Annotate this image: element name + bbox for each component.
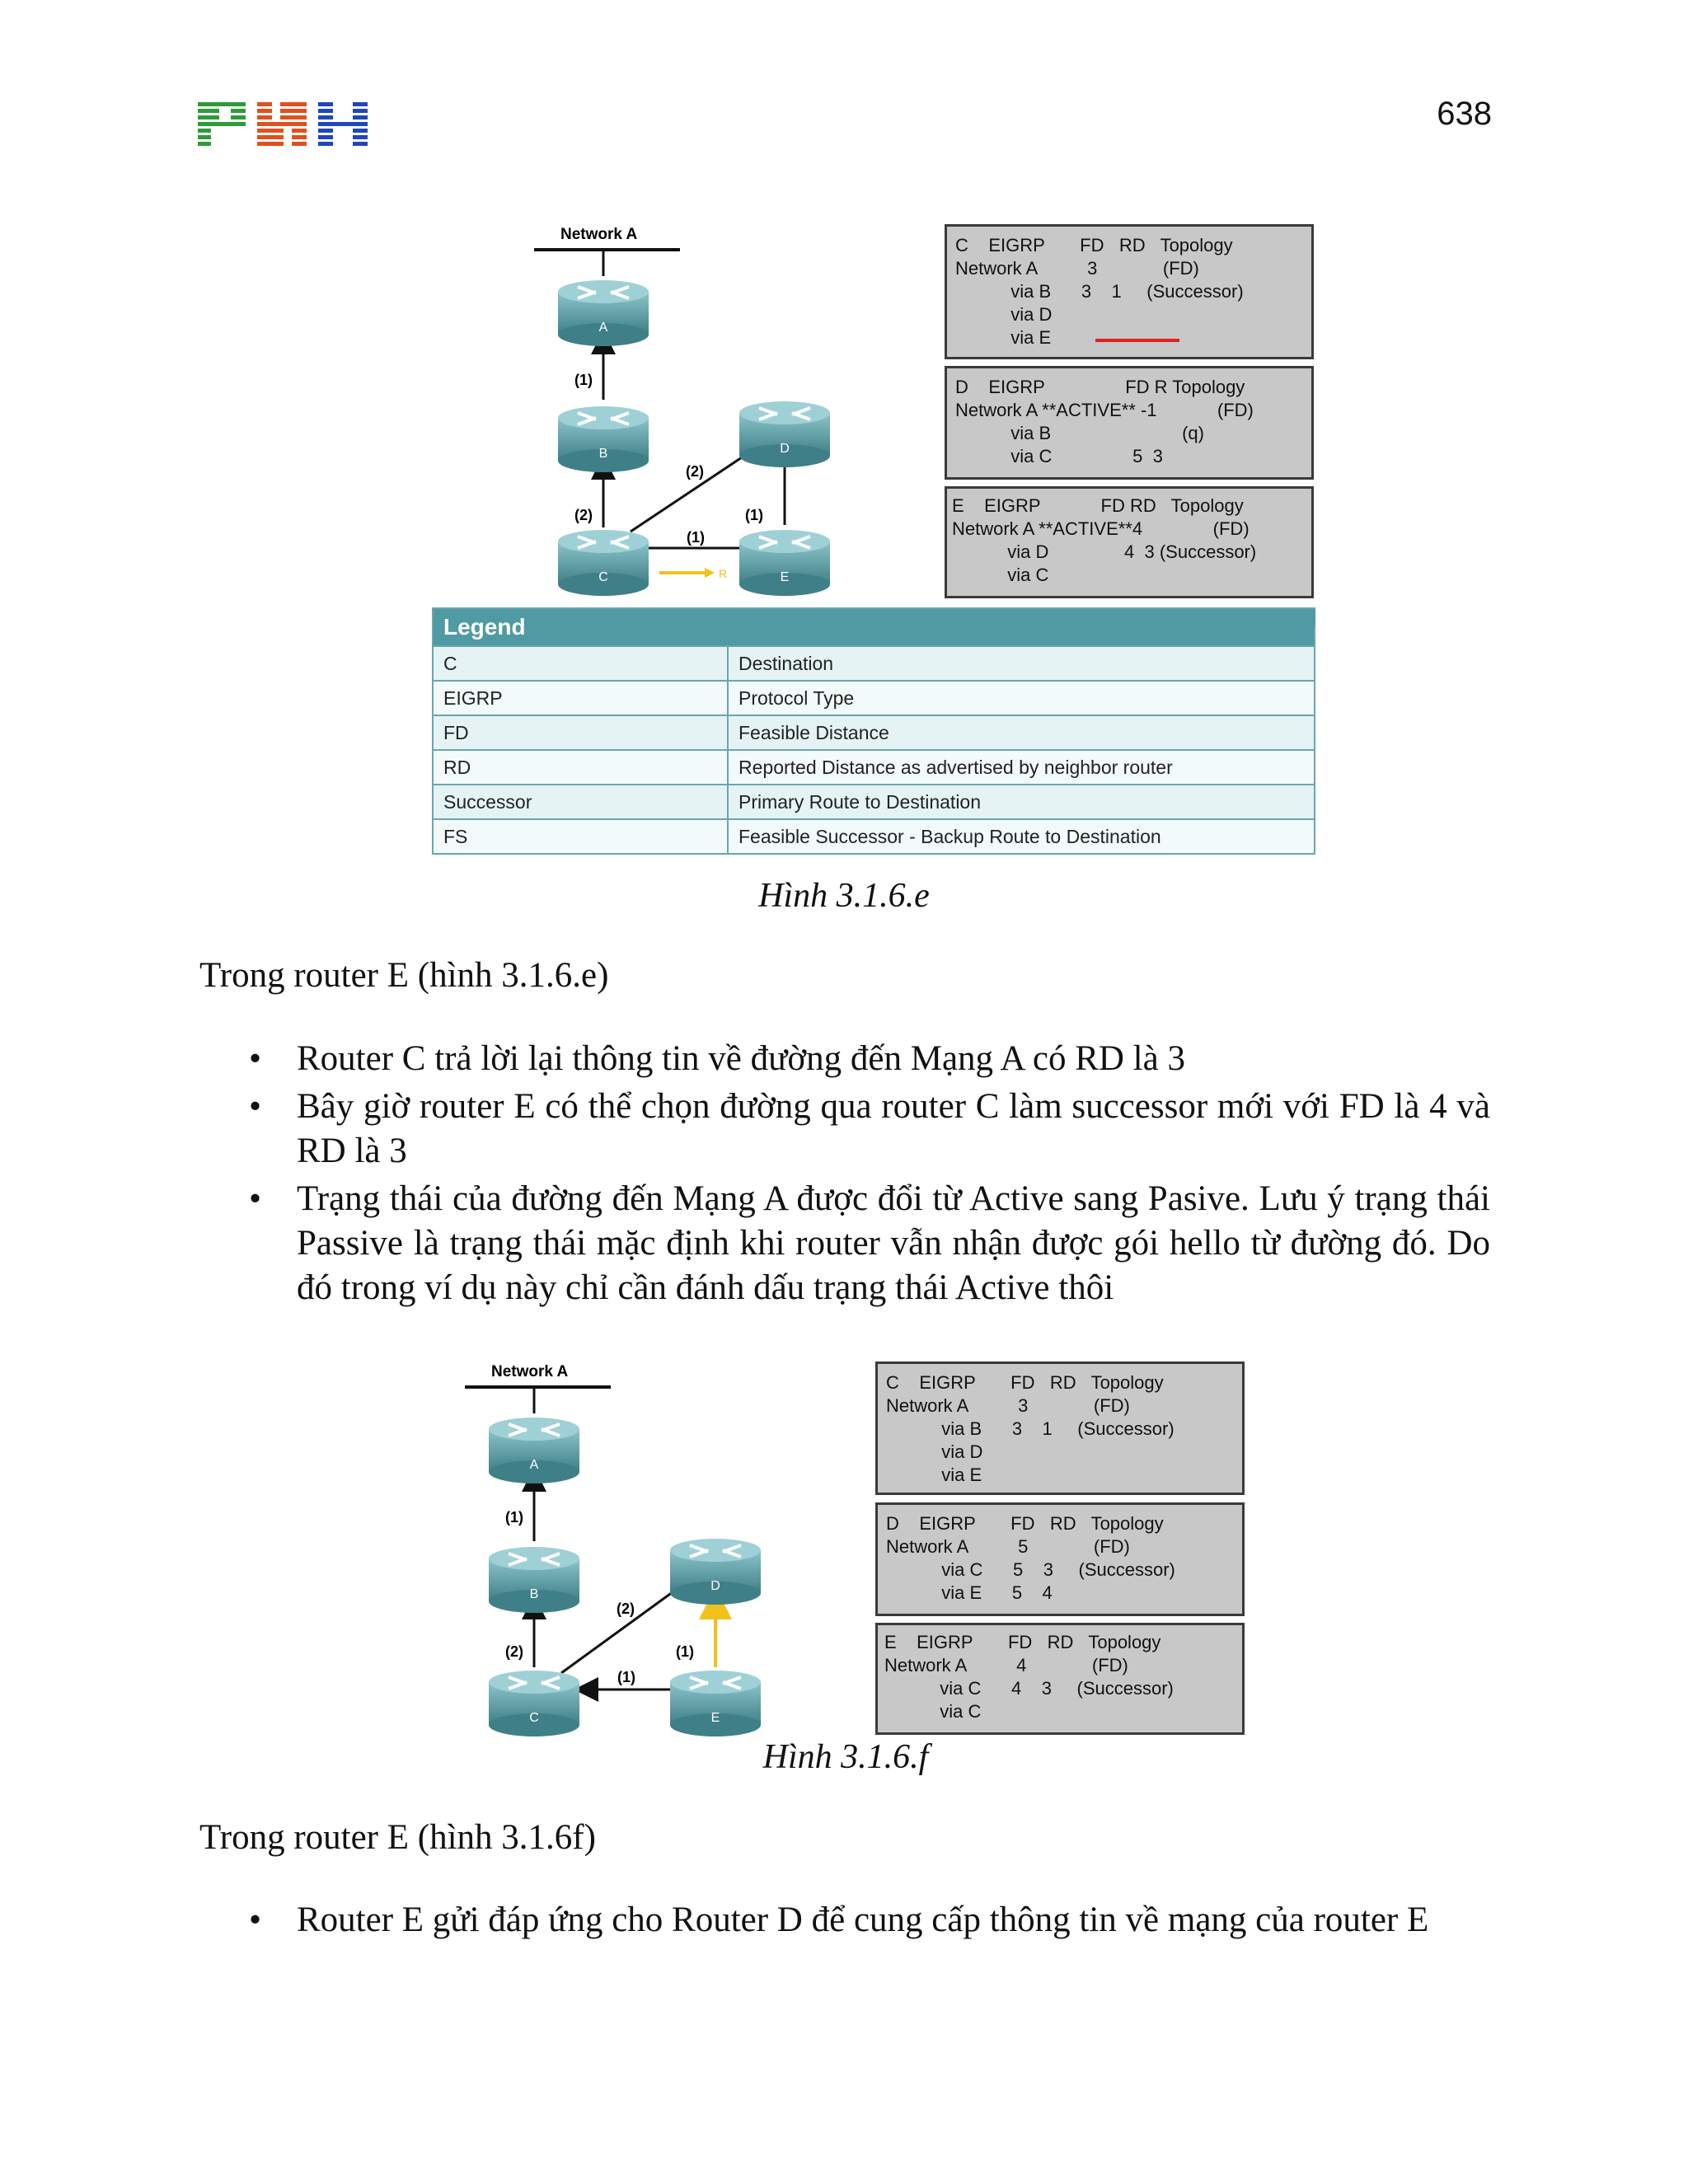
table-row: via B (q)	[955, 423, 1204, 443]
table-row: via E 5 4	[886, 1582, 1053, 1603]
figure-caption-f: Hình 3.1.6.f	[762, 1738, 929, 1776]
bullet-text: Router C trả lời lại thông tin về đường đến Mạng A có RD là 3	[297, 1039, 1185, 1078]
legend-table	[432, 607, 1315, 855]
link-label-c-d: (2)	[617, 1601, 635, 1617]
bullet-list	[199, 1037, 1490, 1314]
table-row: Network A **ACTIVE** -1 (FD)	[955, 400, 1254, 420]
query-arrow-label: R	[719, 567, 728, 580]
legend-definition: Feasible Distance	[738, 722, 889, 743]
section-heading: Trong router E (hình 3.1.6.e)	[199, 956, 609, 995]
figure-caption-e: Hình 3.1.6.e	[758, 877, 930, 915]
link-label-c-b: (2)	[505, 1643, 523, 1660]
removed-route-line	[1095, 339, 1179, 342]
logo-letter-p	[198, 102, 246, 146]
link-label-c-b: (2)	[574, 507, 593, 523]
router-b	[489, 1547, 579, 1613]
legend-term: RD	[434, 751, 729, 784]
router-e	[670, 1671, 761, 1736]
bullet-text: Trạng thái của đường đến Mạng A được đổi từ Active sang Pasive. Lưu ý trạng thái Passive là trạng thái mặc định khi router vẫn nhận được gói hello từ đường đó. Do đó trong ví dụ này chỉ cần đánh dấu trạng thái Active thôi	[297, 1179, 1490, 1307]
table-row: C EIGRP FD RD Topology	[955, 235, 1233, 255]
list-item	[199, 1898, 1490, 1943]
list-item	[199, 1085, 1490, 1174]
table-row: Network A **ACTIVE**4 (FD)	[952, 518, 1250, 539]
bullet-icon: •	[249, 1900, 262, 1939]
legend-definition: Feasible Successor - Backup Route to Destination	[738, 826, 1161, 847]
table-row: via E	[886, 1465, 982, 1485]
topology-table-d-f	[875, 1502, 1245, 1616]
router-a	[558, 280, 649, 346]
router-d	[739, 401, 830, 467]
network-diagram-e	[528, 218, 857, 606]
legend-row	[434, 749, 1314, 784]
table-row: via C 4 3 (Successor)	[884, 1678, 1174, 1699]
router-e-label: E	[710, 1711, 720, 1725]
page-number: 638	[1437, 96, 1492, 132]
router-e	[739, 530, 830, 596]
pnh-logo	[198, 102, 368, 148]
table-row: Network A 4 (FD)	[884, 1655, 1128, 1675]
topology-table-d-e	[945, 366, 1314, 480]
table-row: D EIGRP FD R Topology	[955, 377, 1245, 397]
table-row: via B 3 1 (Successor)	[955, 281, 1244, 302]
table-row: E EIGRP FD RD Topology	[952, 495, 1244, 516]
table-row: via C 5 3	[955, 446, 1163, 466]
legend-term: Successor	[434, 785, 729, 818]
legend-definition: Primary Route to Destination	[738, 791, 982, 813]
router-c	[558, 530, 649, 596]
bullet-icon: •	[249, 1179, 262, 1218]
table-row: via C	[952, 565, 1049, 585]
network-a-label: Network A	[491, 1363, 569, 1380]
legend-term: FD	[434, 716, 729, 749]
legend-row	[434, 784, 1314, 818]
router-a	[489, 1418, 579, 1483]
legend-definition: Protocol Type	[738, 687, 855, 709]
table-row: via C	[884, 1701, 982, 1722]
legend-row	[434, 818, 1314, 853]
link-label-d-e: (1)	[676, 1643, 694, 1660]
router-e-label: E	[780, 570, 790, 584]
logo-letter-h	[318, 102, 368, 148]
network-diagram-f	[458, 1356, 788, 1743]
legend-row	[434, 680, 1314, 715]
legend-term: EIGRP	[434, 682, 729, 715]
table-row: C EIGRP FD RD Topology	[886, 1372, 1164, 1393]
table-row: via B 3 1 (Successor)	[886, 1418, 1175, 1439]
network-a-label: Network A	[560, 226, 638, 243]
router-d-label: D	[780, 442, 790, 456]
legend-row	[434, 715, 1314, 749]
table-row: via D	[955, 304, 1053, 325]
bullet-icon: •	[249, 1039, 262, 1078]
table-row: Network A 5 (FD)	[886, 1536, 1130, 1557]
router-d-label: D	[710, 1579, 720, 1593]
link-label-c-d: (2)	[686, 463, 704, 480]
topology-table-e-f	[875, 1623, 1245, 1735]
legend-term: FS	[434, 820, 729, 853]
router-c	[489, 1671, 579, 1736]
legend-definition: Reported Distance as advertised by neighbor router	[738, 757, 1173, 778]
logo-letter-n	[257, 102, 307, 148]
table-row: via C 5 3 (Successor)	[886, 1559, 1175, 1580]
router-d	[670, 1539, 761, 1605]
legend-title: Legend	[434, 609, 1314, 645]
router-c-label: C	[598, 570, 608, 584]
list-item	[199, 1037, 1490, 1081]
link-label-e-c: (1)	[617, 1669, 635, 1685]
router-a-label: A	[529, 1458, 539, 1472]
bullet-text: Router E gửi đáp ứng cho Router D để cung cấp thông tin về mạng của router E	[297, 1900, 1429, 1939]
list-item	[199, 1177, 1490, 1310]
legend-row	[434, 645, 1314, 680]
table-row: Network A 3 (FD)	[955, 258, 1199, 279]
link-label-d-e: (1)	[745, 507, 763, 523]
router-b-label: B	[598, 447, 608, 461]
link-label-b-a: (1)	[505, 1509, 523, 1526]
link-label-c-e: (1)	[687, 529, 705, 546]
table-row: D EIGRP FD RD Topology	[886, 1513, 1164, 1534]
router-b-label: B	[529, 1587, 539, 1601]
router-a-label: A	[598, 321, 608, 335]
table-row: via E	[955, 327, 1052, 348]
table-row: Network A 3 (FD)	[886, 1395, 1130, 1416]
router-b	[558, 406, 649, 472]
link-label-b-a: (1)	[574, 372, 593, 388]
bullet-list	[199, 1898, 1490, 1946]
legend-definition: Destination	[738, 653, 834, 674]
legend-term: C	[434, 647, 729, 680]
router-c-label: C	[529, 1711, 539, 1725]
bullet-text: Bây giờ router E có thể chọn đường qua router C làm successor mới với FD là 4 và RD là 3	[297, 1087, 1490, 1170]
topology-table-c-f	[875, 1361, 1245, 1495]
topology-table-c-e	[945, 224, 1314, 359]
section-heading: Trong router E (hình 3.1.6f)	[199, 1818, 596, 1857]
table-row: via D 4 3 (Successor)	[952, 541, 1257, 562]
bullet-icon: •	[249, 1087, 262, 1126]
table-row: via D	[886, 1441, 983, 1462]
topology-table-e-e	[945, 486, 1314, 598]
table-row: E EIGRP FD RD Topology	[884, 1632, 1161, 1652]
